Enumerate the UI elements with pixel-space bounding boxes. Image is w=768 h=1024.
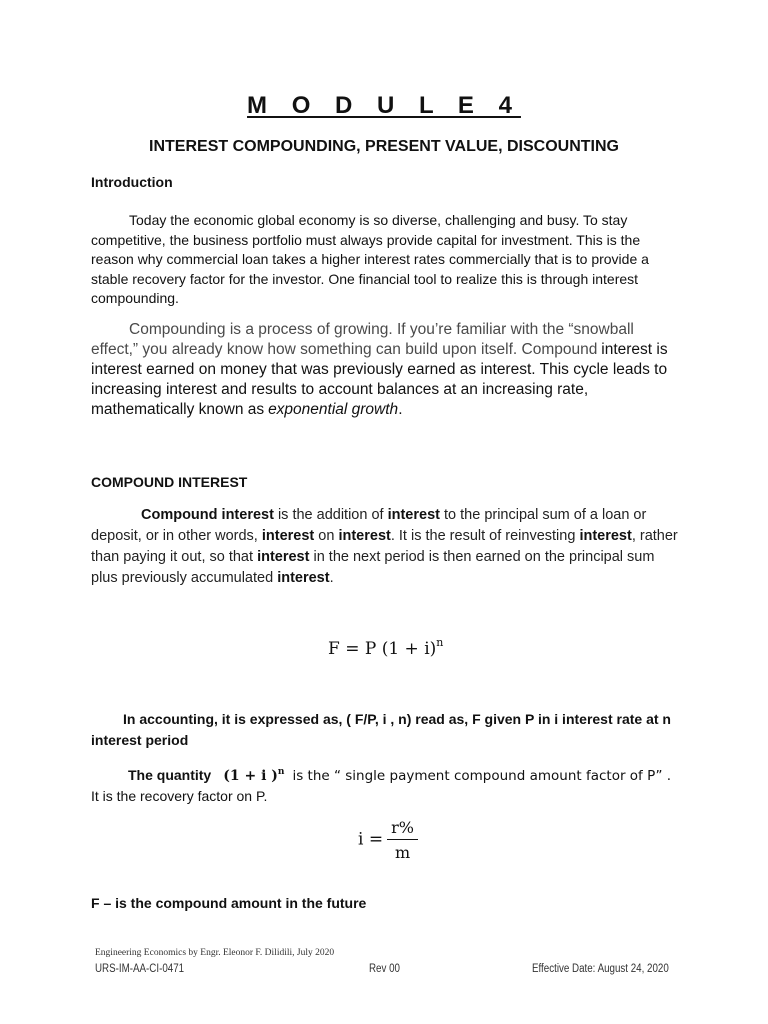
formula-1-base: F = P (1 + i) xyxy=(328,639,437,659)
ci-bold-2: interest xyxy=(387,507,440,523)
quantity-expression-exponent: n xyxy=(277,767,285,777)
paragraph-2-part-1: Compounding is a process of growing. If you’re familiar with the “snowball effect,” you already know how something can build upon itself. Compound xyxy=(91,321,634,358)
document-subtitle: INTEREST COMPOUNDING, PRESENT VALUE, DISCOUNTING xyxy=(149,138,619,155)
accounting-note-text: In accounting, it is expressed as, ( F/P, i , n) read as, F given P in i interest rate at n interest period xyxy=(91,711,671,748)
quantity-line-2: It is the recovery factor on P. xyxy=(91,788,268,804)
introduction-paragraph-2 xyxy=(91,320,681,420)
introduction-paragraph-1 xyxy=(91,211,681,309)
quantity-expression-base: (1 + i ) xyxy=(223,768,278,784)
formula-2-numerator: r% xyxy=(387,818,418,840)
ci-bold-3: interest xyxy=(261,528,315,544)
paragraph-2-part-2: interest is interest earned on money that was previously earned as interest. This cycle leads to increasing interest and results to account balances at an increasing rate, mathematically known as xyxy=(91,341,668,418)
ci-text-5: , rather than paying it out, so that xyxy=(91,528,678,565)
compound-interest-heading: COMPOUND INTEREST xyxy=(91,474,248,490)
ci-bold-5: interest xyxy=(579,528,632,544)
footer-document-code: URS-IM-AA-CI-0471 xyxy=(95,963,185,975)
footer-author: Engineering Economics by Engr. Eleonor F. Dilidili, July 2020 xyxy=(95,948,335,958)
ci-bold-1: Compound interest xyxy=(141,507,274,523)
footer-revision: Rev 00 xyxy=(369,963,400,975)
formula-2-lhs: i = xyxy=(358,829,384,850)
ci-bold-4: interest xyxy=(338,528,391,544)
ci-text-7: . xyxy=(329,570,334,586)
formula-2-denominator: m xyxy=(394,843,411,862)
introduction-heading: Introduction xyxy=(91,174,173,190)
module-title: M O D U L E 4 xyxy=(247,92,521,119)
compound-amount-formula xyxy=(328,636,443,659)
compound-interest-paragraph xyxy=(91,505,681,589)
formula-2-fraction xyxy=(387,818,418,862)
paragraph-2-italic: exponential growth xyxy=(268,401,399,418)
ci-text-6: in the next period is then earned on the principal sum plus previously accumulated xyxy=(91,549,655,586)
ci-bold-6: interest xyxy=(257,549,310,565)
quantity-label: The quantity xyxy=(128,767,212,783)
quantity-expression xyxy=(223,768,284,784)
accounting-note xyxy=(91,709,691,751)
interest-rate-formula xyxy=(358,818,418,862)
introduction-paragraph-1-text: Today the economic global economy is so diverse, challenging and busy. To stay competitive, the business portfolio must always provide capital for investment. This is the reason why commercial loan takes a higher interest rates commercially that is to provide a stable recovery factor for the investor. One financial tool to realize this is through interest compounding. xyxy=(91,212,649,306)
ci-text-2: to the principal sum of a loan or deposit, or in other words, xyxy=(91,507,647,544)
paragraph-2-end: . xyxy=(398,401,403,418)
footer-effective-date: Effective Date: August 24, 2020 xyxy=(532,963,669,975)
ci-text-4: . It is the result of reinvesting xyxy=(390,528,580,544)
ci-bold-7: interest xyxy=(277,570,330,586)
ci-text-1: is the addition of xyxy=(273,507,388,523)
f-definition: F – is the compound amount in the future xyxy=(91,895,367,911)
quantity-definition xyxy=(91,762,701,806)
formula-1-exponent: n xyxy=(436,636,444,649)
quantity-description: is the “ single payment compound amount factor of P” . xyxy=(292,768,672,784)
ci-text-3: on xyxy=(314,528,339,544)
